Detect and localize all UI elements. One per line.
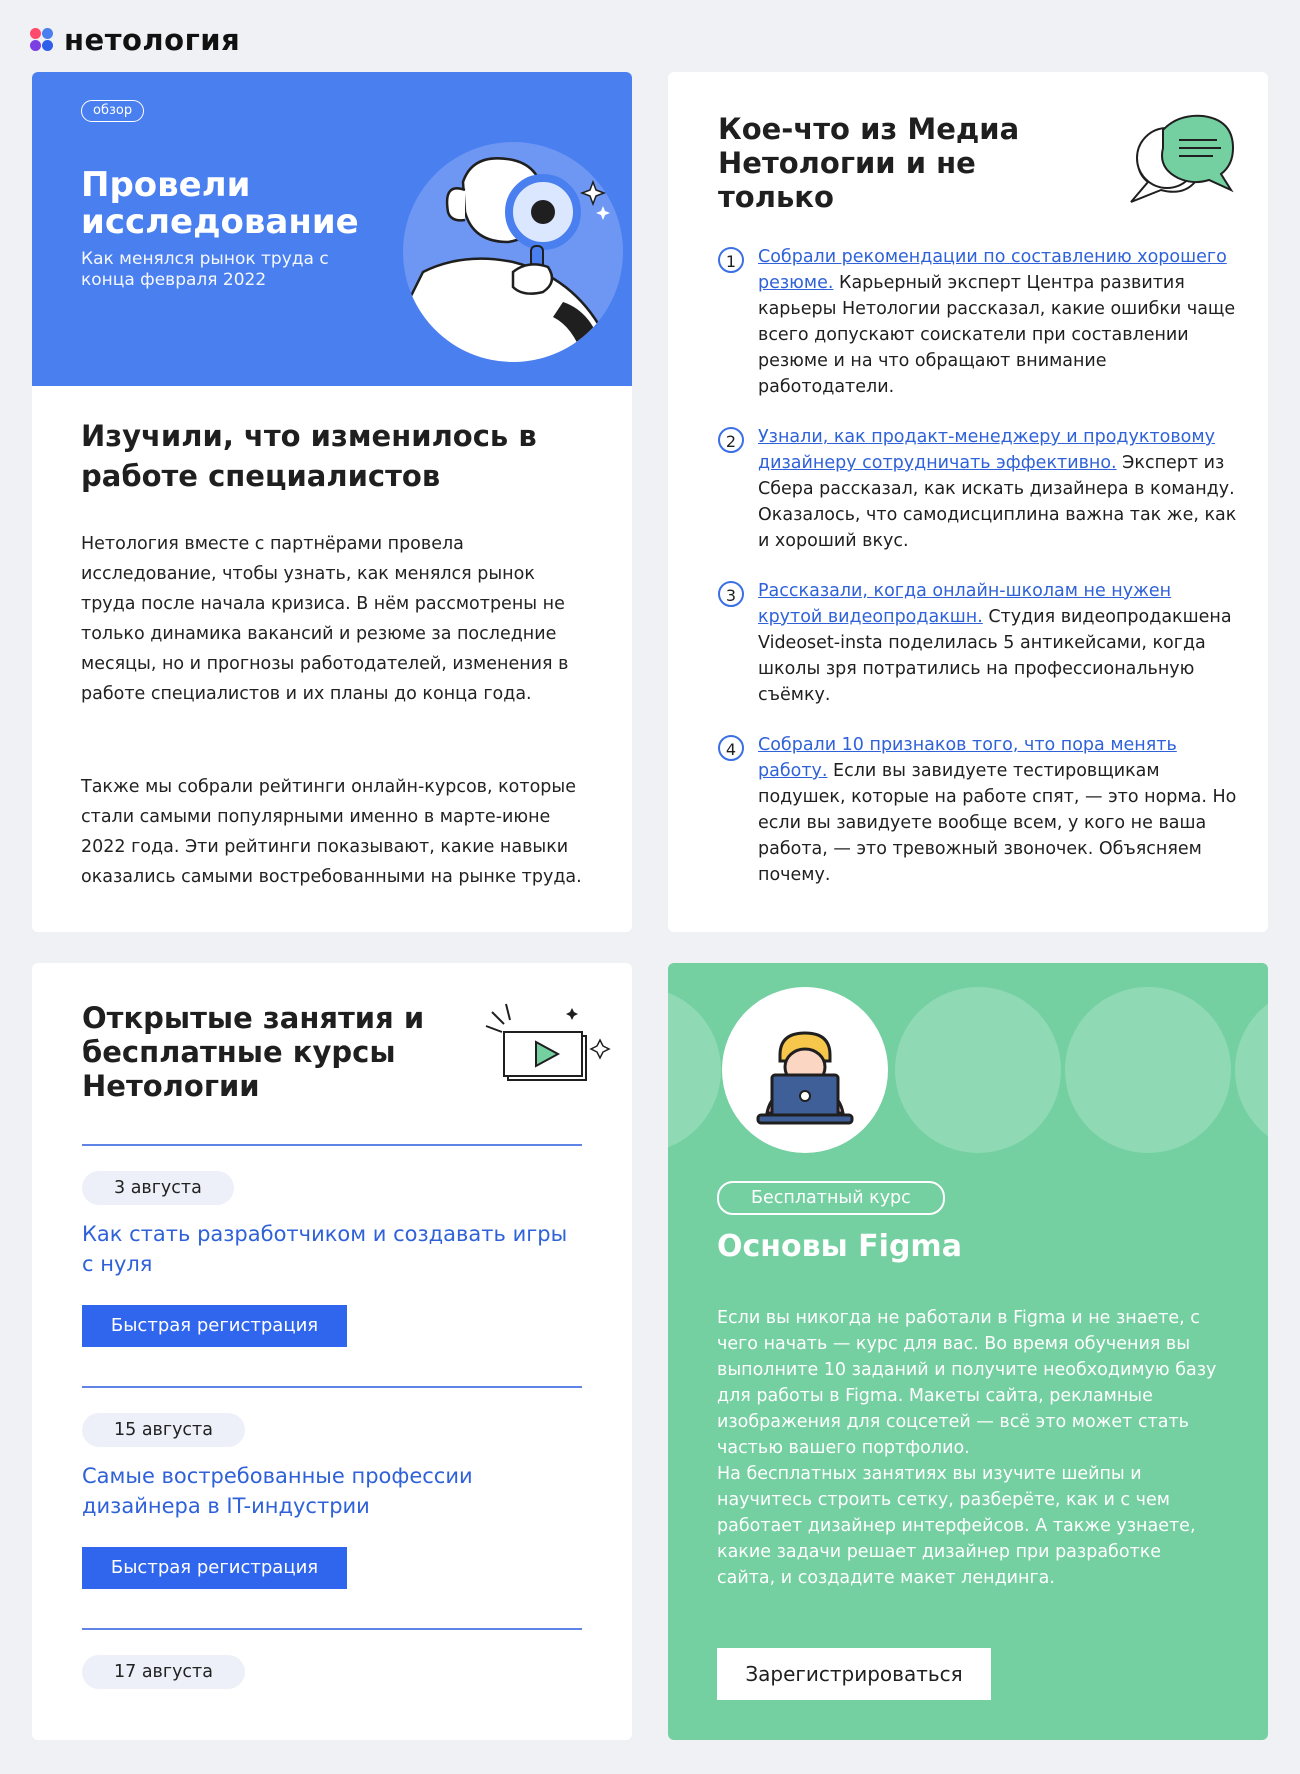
free-course-card [668, 963, 1268, 1740]
media-item-description: Если вы завидуете тестировщикам подушек, которые на работе спят, — это норма. Но если вы завидуете вообще всем, у кого не ваша работа, — это тревожный звоночек. Объясняем почему. [758, 761, 1237, 885]
events-heading: Открытые занятия и бесплатные курсы Нетологии [82, 1001, 425, 1103]
laptop-person-icon [722, 987, 888, 1153]
media-item-description: Студия видеопродакшена Videoset-insta поделилась 5 антикейсами, когда школы зря потратились на профессиональную съёмку. [758, 607, 1232, 705]
course-title: Основы Figma [717, 1229, 962, 1264]
media-item-link[interactable]: Собрали 10 признаков того, что пора менять работу. [758, 735, 1177, 781]
media-item-description: Карьерный эксперт Центра развития карьеры Нетологии рассказал, какие ошибки чаще всего допускают соискатели при составлении резюме и на что обращают внимание работодатели. [758, 273, 1236, 397]
number-badge: 1 [718, 247, 744, 273]
magnifier-person-illustration [403, 142, 632, 382]
course-paragraph-2: На бесплатных занятиях вы изучите шейпы и научитесь строить сетку, разберёте, как и с чем работает дизайнер интерфейсов. А также узнаете, какие задачи решает дизайнер при разработке сайта, и создадите макет лендинга. [717, 1464, 1196, 1588]
number-badge: 2 [718, 427, 744, 453]
media-item-link[interactable]: Узнали, как продакт-менеджеру и продуктовому дизайнеру сотрудничать эффективно. [758, 427, 1215, 473]
media-item-text [758, 578, 1238, 708]
event-title[interactable]: Самые востребованные профессии дизайнера в IT-индустрии [82, 1464, 473, 1518]
event-date: 3 августа [82, 1171, 234, 1205]
research-paragraph-1: Нетология вместе с партнёрами провела исследование, чтобы узнать, как менялся рынок труда после начала кризиса. В нём рассмотрены не только динамика вакансий и резюме за последние месяцы, но и прогнозы работодателей, изменения в работе специалистов и их планы до конца года. [81, 534, 569, 704]
event-date: 17 августа [82, 1655, 245, 1689]
media-item-text [758, 244, 1238, 400]
number-badge: 4 [718, 735, 744, 761]
events-card [32, 963, 632, 1740]
media-item-text [758, 732, 1238, 888]
media-item-description: Эксперт из Сбера рассказал, как искать дизайнера в команду. Оказалось, что самодисциплина важна так же, как и хороший вкус. [758, 453, 1237, 551]
research-heading: Изучили, что изменилось в работе специалистов [81, 419, 537, 493]
header [30, 22, 240, 58]
media-card [668, 72, 1268, 932]
quick-registration-button[interactable]: Быстрая регистрация [82, 1305, 347, 1347]
media-item-link[interactable]: Рассказали, когда онлайн-школам не нужен крутой видеопродакшн. [758, 581, 1172, 627]
divider [82, 1144, 582, 1146]
brand-name[interactable]: нетология [64, 23, 241, 57]
media-item-link[interactable]: Собрали рекомендации по составлению хорошего резюме. [758, 247, 1227, 293]
course-paragraph-1: Если вы никогда не работали в Figma и не знаете, с чего начать — курс для вас. Во время обучения вы выполните 10 заданий и получите необходимую базу для работы в Figma. Макеты сайта, рекламные изображения для соцсетей — всё это может стать частью вашего портфолио. [717, 1308, 1217, 1458]
free-course-tag: Бесплатный курс [717, 1181, 945, 1215]
review-tag: обзор [81, 100, 144, 122]
divider [82, 1386, 582, 1388]
chat-bubbles-icon [1123, 110, 1238, 210]
media-heading: Кое-что из Медиа Нетологии и не только [718, 112, 1020, 214]
research-hero[interactable] [32, 72, 632, 386]
logo-icon [30, 28, 54, 52]
hero-title: Провели исследование [81, 165, 359, 242]
divider [82, 1628, 582, 1630]
avatar [722, 987, 888, 1153]
quick-registration-button[interactable]: Быстрая регистрация [82, 1547, 347, 1589]
event-title[interactable]: Как стать разработчиком и создавать игры с нуля [82, 1222, 568, 1276]
video-play-icon [478, 998, 618, 1088]
research-card [32, 72, 632, 932]
research-paragraph-2: Также мы собрали рейтинги онлайн-курсов, которые стали самыми популярными именно в марте-июне 2022 года. Эти рейтинги показывают, какие навыки оказались самыми востребованными на рынке труда. [81, 777, 582, 887]
hero-subtitle: Как менялся рынок труда с конца февраля 2022 [81, 249, 329, 290]
register-button[interactable]: Зарегистрироваться [717, 1648, 991, 1700]
event-date: 15 августа [82, 1413, 245, 1447]
number-badge: 3 [718, 581, 744, 607]
media-item-text [758, 424, 1238, 554]
